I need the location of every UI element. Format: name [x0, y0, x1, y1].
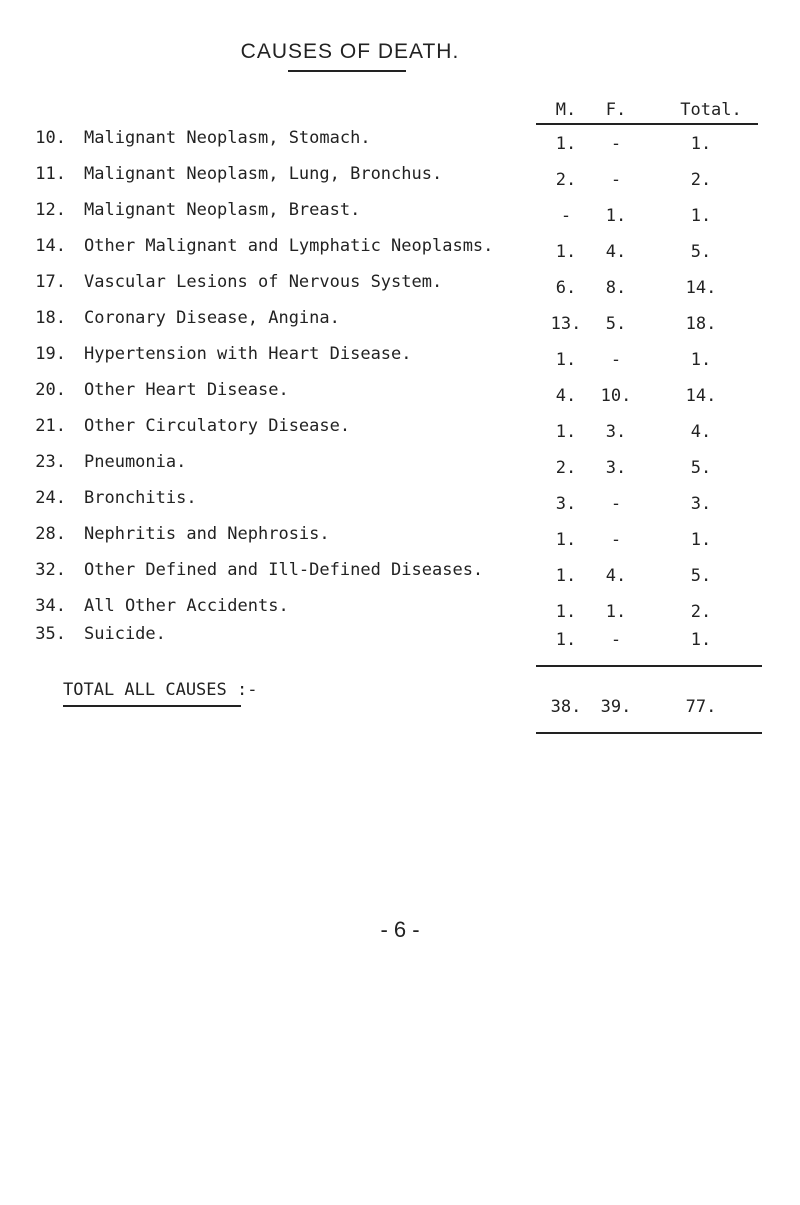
row-label: Other Circulatory Disease. — [84, 416, 351, 436]
title-underline — [288, 70, 406, 72]
table-row — [0, 596, 800, 626]
male-count: 1. — [555, 566, 577, 586]
female-count: 1. — [605, 602, 627, 622]
row-number: 17. — [35, 272, 66, 292]
column-header-female: F. — [605, 100, 627, 120]
male-count: 1. — [555, 530, 577, 550]
total-count: 18. — [685, 314, 717, 334]
row-number: 12. — [35, 200, 66, 220]
table-row — [0, 344, 800, 374]
male-count: 1. — [555, 350, 577, 370]
total-count: 5. — [690, 242, 712, 262]
total-count: 5. — [690, 458, 712, 478]
table-row — [0, 128, 800, 158]
table-row — [0, 624, 800, 654]
female-count: 10. — [600, 386, 632, 406]
total-count: 2. — [690, 170, 712, 190]
total-count: 2. — [690, 602, 712, 622]
row-number: 35. — [35, 624, 66, 644]
female-count: 4. — [605, 242, 627, 262]
total-count: 1. — [690, 350, 712, 370]
total-count: 4. — [690, 422, 712, 442]
table-row — [0, 488, 800, 518]
row-label: Hypertension with Heart Disease. — [84, 344, 412, 364]
table-row — [0, 272, 800, 302]
female-count: - — [610, 350, 622, 370]
table-row — [0, 200, 800, 230]
female-count: 1. — [605, 206, 627, 226]
row-number: 34. — [35, 596, 66, 616]
row-label: Other Malignant and Lymphatic Neoplasms. — [84, 236, 494, 256]
table-row — [0, 416, 800, 446]
male-count: 4. — [555, 386, 577, 406]
header-rule — [536, 123, 758, 125]
table-row — [0, 236, 800, 266]
column-header-male: M. — [555, 100, 577, 120]
female-count: 3. — [605, 458, 627, 478]
male-count: 1. — [555, 134, 577, 154]
table-row — [0, 560, 800, 590]
page-title: CAUSES OF DEATH. — [240, 40, 460, 63]
row-number: 18. — [35, 308, 66, 328]
total-count: 14. — [685, 386, 717, 406]
male-count: 1. — [555, 602, 577, 622]
row-label: Malignant Neoplasm, Breast. — [84, 200, 361, 220]
table-row — [0, 380, 800, 410]
table-row — [0, 452, 800, 482]
row-number: 24. — [35, 488, 66, 508]
female-count: - — [610, 530, 622, 550]
male-count: 3. — [555, 494, 577, 514]
row-number: 20. — [35, 380, 66, 400]
totals-separator-rule — [536, 665, 762, 667]
total-female: 39. — [600, 697, 632, 717]
total-count: 3. — [690, 494, 712, 514]
female-count: 5. — [605, 314, 627, 334]
total-count: 14. — [685, 278, 717, 298]
total-count: 1. — [690, 206, 712, 226]
female-count: 4. — [605, 566, 627, 586]
row-number: 28. — [35, 524, 66, 544]
row-number: 10. — [35, 128, 66, 148]
row-number: 14. — [35, 236, 66, 256]
male-count: 2. — [555, 170, 577, 190]
row-number: 21. — [35, 416, 66, 436]
table-row — [0, 164, 800, 194]
row-number: 32. — [35, 560, 66, 580]
male-count: 6. — [555, 278, 577, 298]
row-label: Other Defined and Ill-Defined Diseases. — [84, 560, 484, 580]
bottom-rule — [536, 732, 762, 734]
total-all: 77. — [685, 697, 717, 717]
column-header-total: Total. — [680, 100, 742, 120]
table-row — [0, 308, 800, 338]
row-number: 19. — [35, 344, 66, 364]
row-label: Suicide. — [84, 624, 166, 644]
female-count: 8. — [605, 278, 627, 298]
male-count: 2. — [555, 458, 577, 478]
page-number: - 6 - — [380, 917, 420, 942]
female-count: - — [610, 170, 622, 190]
row-label: Nephritis and Nephrosis. — [84, 524, 330, 544]
female-count: - — [610, 134, 622, 154]
row-label: Vascular Lesions of Nervous System. — [84, 272, 443, 292]
row-label: Coronary Disease, Angina. — [84, 308, 340, 328]
total-count: 1. — [690, 630, 712, 650]
row-number: 11. — [35, 164, 66, 184]
row-label: Bronchitis. — [84, 488, 197, 508]
female-count: 3. — [605, 422, 627, 442]
male-count: - — [560, 206, 572, 226]
row-number: 23. — [35, 452, 66, 472]
row-label: Malignant Neoplasm, Stomach. — [84, 128, 371, 148]
row-label: Pneumonia. — [84, 452, 187, 472]
male-count: 13. — [550, 314, 582, 334]
female-count: - — [610, 494, 622, 514]
row-label: Malignant Neoplasm, Lung, Bronchus. — [84, 164, 443, 184]
row-label: Other Heart Disease. — [84, 380, 289, 400]
totals-label-underline — [63, 705, 241, 707]
male-count: 1. — [555, 630, 577, 650]
male-count: 1. — [555, 242, 577, 262]
row-label: All Other Accidents. — [84, 596, 289, 616]
total-count: 1. — [690, 530, 712, 550]
table-row — [0, 524, 800, 554]
female-count: - — [610, 630, 622, 650]
totals-label: TOTAL ALL CAUSES :- — [63, 680, 258, 700]
total-male: 38. — [550, 697, 582, 717]
total-count: 5. — [690, 566, 712, 586]
total-count: 1. — [690, 134, 712, 154]
male-count: 1. — [555, 422, 577, 442]
